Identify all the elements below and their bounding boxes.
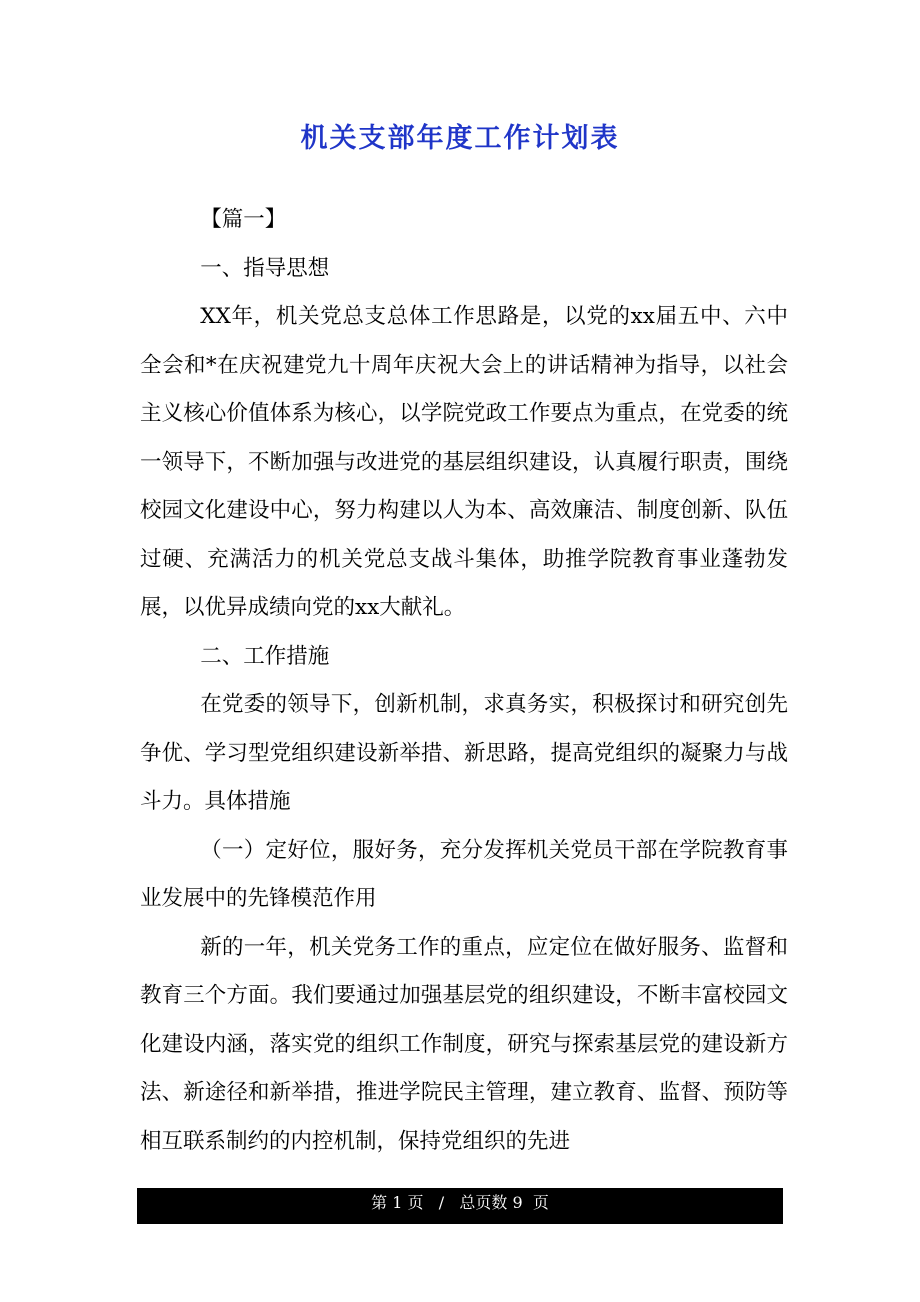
- section-heading: 一、指导思想: [200, 255, 330, 281]
- section-heading: 【篇一】: [200, 207, 287, 232]
- page-number-label: 第 1 页 / 总页数 9 页: [371, 1193, 549, 1212]
- section-heading: 二、工作措施: [200, 643, 330, 669]
- body-paragraph: XX年，机关党总支总体工作思路是，以党的xx届五中、六中全会和*在庆祝建党九十周年庆祝大会上的讲话精神为指导，以社会主义核心价值体系为核心，以学院党政工作要点为重点，在党委的统一领导下，不断加强与改进党的基层组织建设，认真履行职责，围绕校园文化建设中心，努力构建以人为本、高效廉洁、制度创新、队伍过硬、充满活力的机关党总支战斗集体，助推学院教育事业蓬勃发展，以优异成绩向党的xx大献礼。: [140, 304, 788, 620]
- page-footer: [137, 1188, 783, 1224]
- document-body: [140, 196, 788, 1166]
- document-title: 机关支部年度工作计划表: [300, 123, 620, 154]
- body-paragraph: 新的一年，机关党务工作的重点，应定位在做好服务、监督和教育三个方面。我们要通过加强基层党的组织建设，不断丰富校园文化建设内涵，落实党的组织工作制度，研究与探索基层党的建设新方法、新途径和新举措，推进学院民主管理，建立教育、监督、预防等相互联系制约的内控机制，保持党组织的先进: [140, 934, 788, 1154]
- body-paragraph: 在党委的领导下，创新机制，求真务实，积极探讨和研究创先争优、学习型党组织建设新举措、新思路，提高党组织的凝聚力与战斗力。具体措施: [140, 692, 788, 814]
- sub-heading: （一）定好位，服好务，充分发挥机关党员干部在学院教育事业发展中的先锋模范作用: [140, 837, 788, 911]
